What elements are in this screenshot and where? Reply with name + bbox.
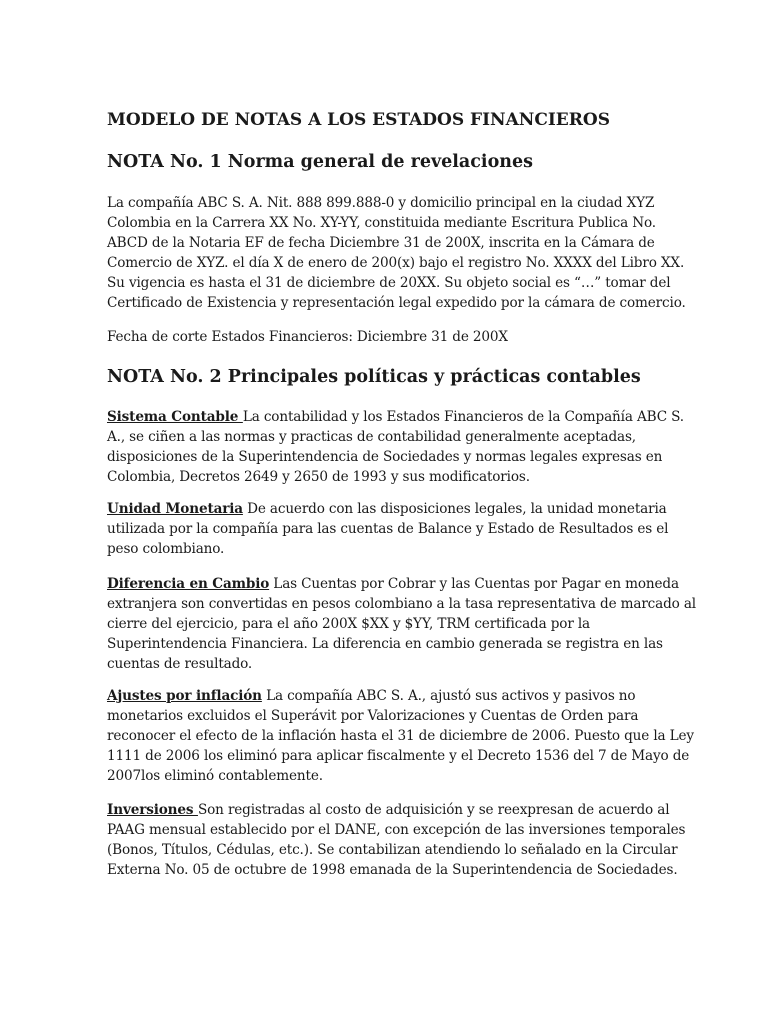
ajustes-inflacion-paragraph <box>107 686 697 786</box>
unidad-monetaria-term: Unidad Monetaria <box>107 501 243 517</box>
inversiones-paragraph <box>107 800 697 880</box>
diferencia-cambio-text: Las Cuentas por Cobrar y las Cuentas por Pagar en moneda extranjera son convertidas en pesos colombiano a la tasa representativa de marcado al cierre del ejercicio, para el año 200X $XX y $YY, TRM certificada por la Superintendencia Financiera. La diferencia en cambio generada se registra en las cuentas de resultado. <box>107 576 696 672</box>
unidad-monetaria-paragraph <box>107 499 697 559</box>
ajustes-inflacion-text: La compañía ABC S. A., ajustó sus activos y pasivos no monetarios excluidos el Superávit por Valorizaciones y Cuentas de Orden para reconocer el efecto de la inflación hasta el 31 de diciembre de 2006. Puesto que la Ley 1111 de 2006 los eliminó para aplicar fiscalmente y el Decreto 1536 del 7 de Mayo de 2007los eliminó contablemente. <box>107 688 694 784</box>
sistema-contable-paragraph <box>107 407 697 487</box>
nota-1-heading: NOTA No. 1 Norma general de revelaciones <box>107 152 533 172</box>
ajustes-inflacion-term: Ajustes por inflación <box>107 688 262 704</box>
inversiones-term: Inversiones <box>107 802 198 818</box>
sistema-contable-term: Sistema Contable <box>107 409 243 425</box>
unidad-monetaria-text: De acuerdo con las disposiciones legales, la unidad monetaria utilizada por la compañía para las cuentas de Balance y Estado de Resultados es el peso colombiano. <box>107 501 669 557</box>
nota-2-heading: NOTA No. 2 Principales políticas y prácticas contables <box>107 367 641 387</box>
nota-1-paragraph: La compañía ABC S. A. Nit. 888 899.888-0 y domicilio principal en la ciudad XYZ Colombia en la Carrera XX No. XY-YY, constituida mediante Escritura Publica No. ABCD de la Notaria EF de fecha Diciembre 31 de 200X, inscrita en la Cámara de Comercio de XYZ. el día X de enero de 200(x) bajo el registro No. XXXX del Libro XX. Su vigencia es hasta el 31 de diciembre de 20XX. Su objeto social es “…” tomar del Certificado de Existencia y representación legal expedido por la cámara de comercio. <box>107 195 686 311</box>
diferencia-cambio-term: Diferencia en Cambio <box>107 576 270 592</box>
document-title: MODELO DE NOTAS A LOS ESTADOS FINANCIEROS <box>107 110 610 130</box>
sistema-contable-text: La contabilidad y los Estados Financieros de la Compañía ABC S. A., se ciñen a las normas y practicas de contabilidad generalmente aceptadas, disposiciones de la Superintendencia de Sociedades y normas legales expresas en Colombia, Decretos 2649 y 2650 de 1993 y sus modificatorios. <box>107 409 684 485</box>
diferencia-cambio-paragraph <box>107 574 697 674</box>
inversiones-text: Son registradas al costo de adquisición y se reexpresan de acuerdo al PAAG mensual establecido por el DANE, con excepción de las inversiones temporales (Bonos, Títulos, Cédulas, etc.). Se contabilizan atendiendo lo señalado en la Circular Externa No. 05 de octubre de 1998 emanada de la Superintendencia de Sociedades. <box>107 802 686 878</box>
fecha-corte-line: Fecha de corte Estados Financieros: Diciembre 31 de 200X <box>107 329 508 345</box>
